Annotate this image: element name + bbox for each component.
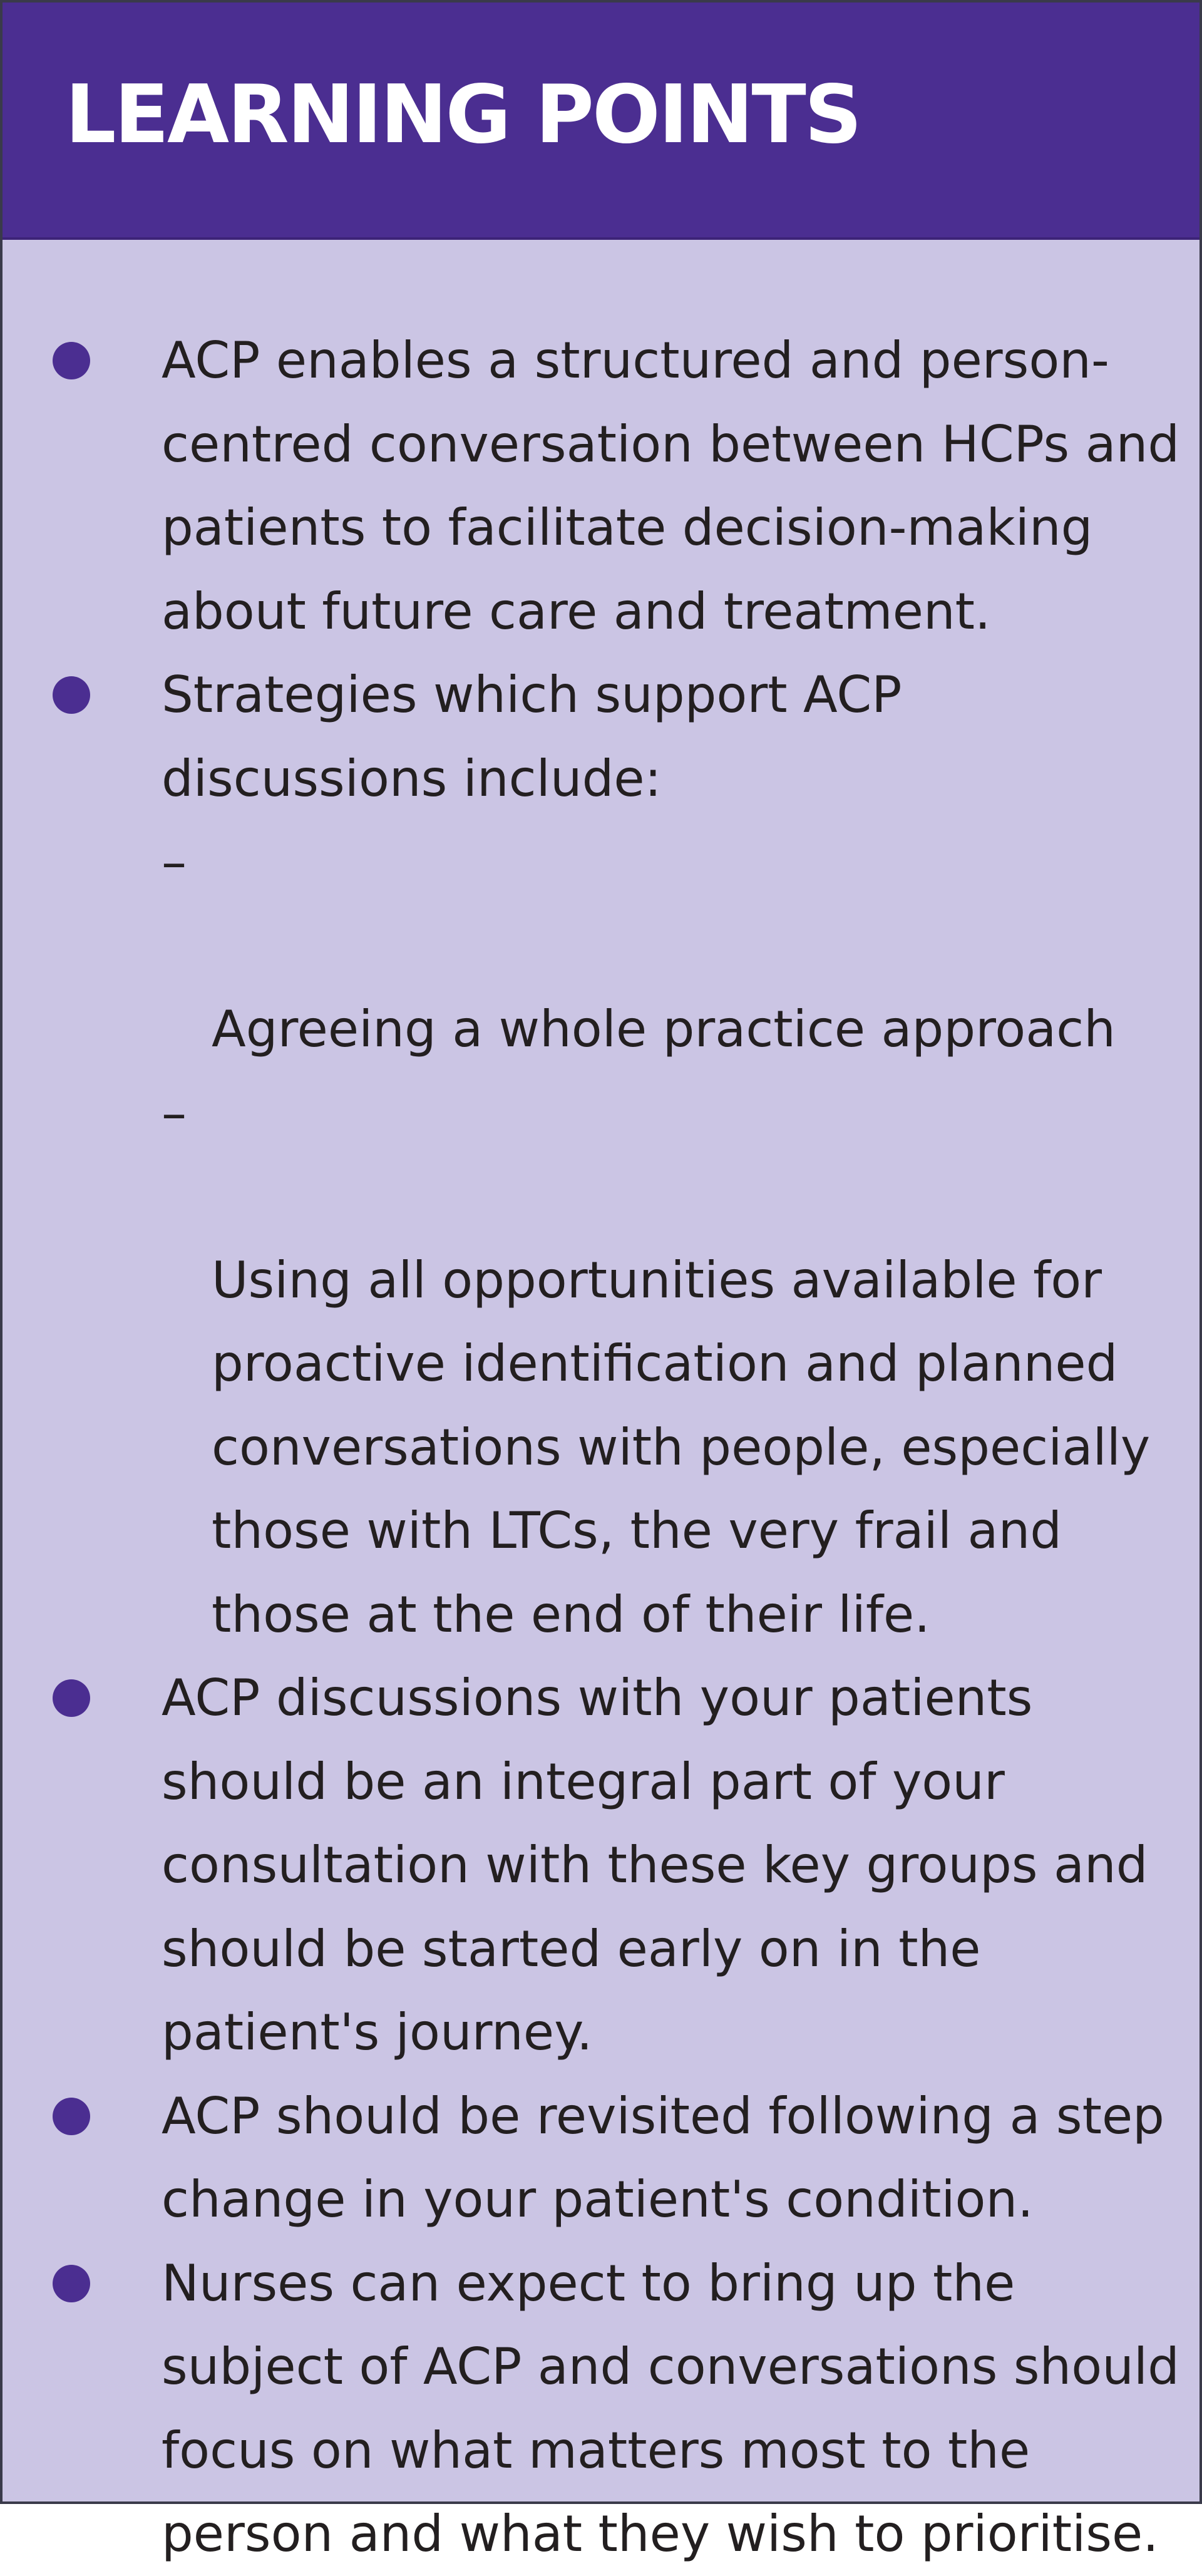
bullet-icon xyxy=(53,2098,90,2135)
learning-point-3 xyxy=(3,1656,1199,2074)
learning-points-list xyxy=(3,319,1199,2576)
strategy-item-1 xyxy=(162,820,1181,1071)
strategy-list xyxy=(162,820,1181,1656)
learning-point-4 xyxy=(3,2074,1199,2242)
bullet-icon xyxy=(53,342,90,379)
learning-point-text: ACP discussions with your patients should be an integral part of your consultation with these key groups and should be started early on in the patient's journey. xyxy=(162,1669,1148,2061)
learning-point-text: ACP should be revisited following a step change in your patient's condition. xyxy=(162,2086,1164,2228)
strategy-item-text: Agreeing a whole practice approach xyxy=(212,1000,1116,1058)
bullet-icon xyxy=(53,1679,90,1717)
panel-header xyxy=(3,3,1199,240)
bullet-icon xyxy=(53,676,90,714)
learning-point-text: ACP enables a structured and person-centred conversation between HCPs and patients to facilitate decision-making about future care and treatment. xyxy=(162,331,1180,641)
dash-marker: – xyxy=(162,1083,187,1142)
learning-point-2 xyxy=(3,653,1199,1656)
learning-point-1 xyxy=(3,319,1199,653)
bullet-icon xyxy=(53,2265,90,2302)
learning-point-5 xyxy=(3,2242,1199,2576)
learning-point-text: Nurses can expect to bring up the subject of ACP and conversations should focus on what matters most to the person and what they wish to prioritise. xyxy=(162,2254,1179,2563)
panel-title: LEARNING POINTS xyxy=(65,68,860,162)
dash-marker: – xyxy=(162,833,187,891)
learning-point-text: Strategies which support ACP discussions include: xyxy=(162,666,902,808)
strategy-item-text: Using all opportunities available for proactive identification and planned conversations with people, especially those with LTCs, the very frail and those at the end of their life. xyxy=(212,1250,1151,1644)
strategy-item-2 xyxy=(162,1071,1181,1657)
